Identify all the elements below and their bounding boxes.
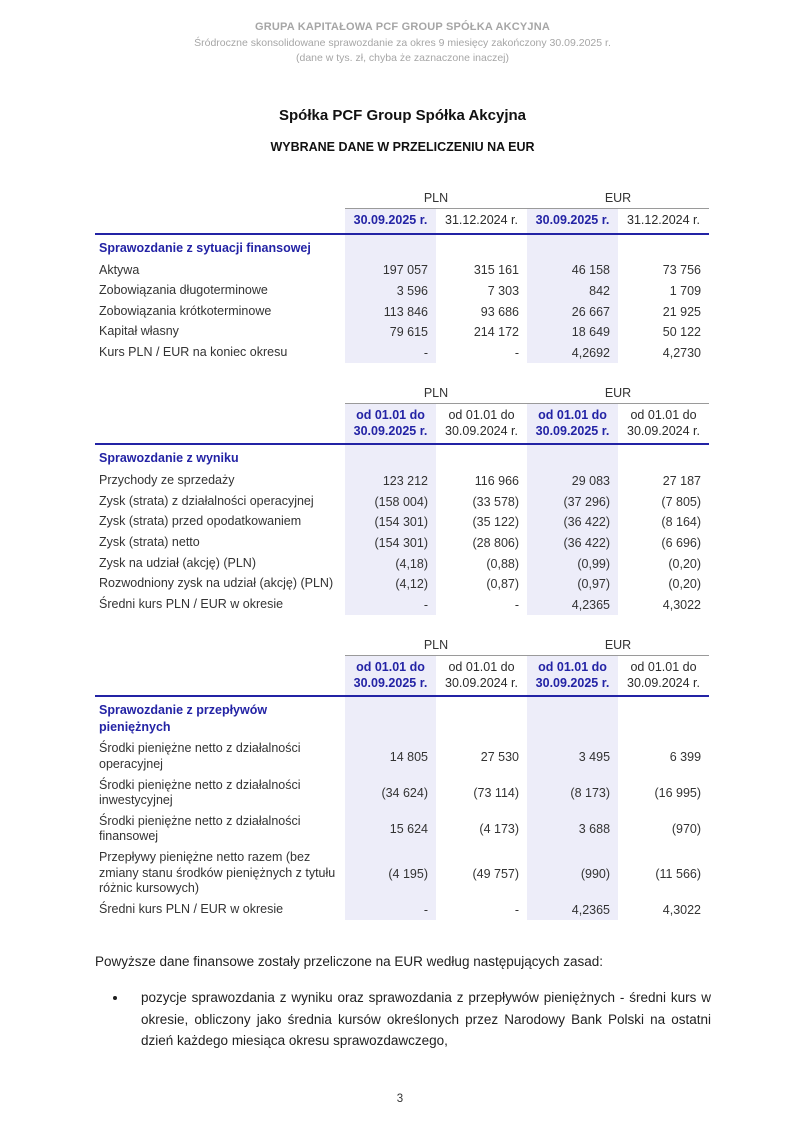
value-cell: 26 667 [527,301,618,322]
table-row [95,533,709,554]
currency-group-label: PLN [345,637,527,656]
notes-intro: Powyższe dane finansowe zostały przeliczone na EUR według następujących zasad: [95,954,604,970]
value-cell: 4,2730 [662,345,702,360]
row-label: Kurs PLN / EUR na koniec okresu [99,345,288,360]
row-label: Zobowiązania długoterminowe [99,283,268,298]
value-cell: 14 805 [345,739,436,775]
table-row [95,848,709,900]
value-cell: 1 709 [669,284,702,298]
row-label: Środki pieniężne netto z działalności inwestycyjnej [99,777,301,808]
period-header-line: 30.09.2025 r. [353,213,428,228]
period-header-line: od 01.01 do [448,660,515,675]
value-cell: (4 173) [479,822,520,837]
value-cell: (0,88) [486,556,520,571]
value-cell: 15 624 [345,811,436,847]
period-header [527,209,618,234]
period-header-row [95,656,709,697]
currency-header-row [95,385,709,404]
value-cell: (0,87) [486,577,520,592]
row-label: Kapitał własny [99,324,179,339]
value-cell: 27 187 [662,474,702,488]
currency-group-label: PLN [345,190,527,209]
page-title: Spółka PCF Group Spółka Akcyjna [278,107,526,125]
notes-list [95,987,711,1052]
value-cell: (8 173) [527,775,618,811]
value-cell: - [345,899,436,920]
section-spacer-cell [527,696,618,739]
doc-header-report-period: Śródroczne skonsolidowane sprawozdanie za okres 9 miesięcy zakończony 30.09.2025 r. [194,36,611,49]
table-row [95,811,709,847]
spacer-cell [95,190,345,209]
period-header-line: od 01.01 do [356,408,425,423]
value-cell: 4,2365 [527,899,618,920]
table-financial-position [95,190,710,363]
period-header-row [95,404,709,445]
period-header-line: od 01.01 do [448,408,515,423]
period-header-line: 30.09.2025 r. [535,423,610,438]
row-label: Średni kurs PLN / EUR w okresie [99,596,284,611]
period-header-line: od 01.01 do [356,660,425,675]
value-cell: 4,3022 [662,902,702,917]
section-title: Sprawozdanie z wyniku [95,444,345,470]
period-header [345,209,436,234]
value-cell: (4 195) [345,848,436,900]
period-header [345,404,436,445]
value-cell: - [514,597,520,612]
section-spacer-cell [618,696,709,739]
value-cell: (0,99) [527,553,618,574]
section-spacer-cell [345,234,436,260]
table-row [95,899,709,920]
value-cell: 4,2365 [527,594,618,615]
notes [95,953,711,1052]
value-cell: (37 296) [527,491,618,512]
fin-table-income-statement [95,385,709,615]
page-number: 3 [396,1093,404,1105]
section-spacer-cell [436,696,527,739]
value-cell: 842 [527,281,618,302]
value-cell: 315 161 [473,263,520,278]
value-cell: (34 624) [345,775,436,811]
value-cell: (0,97) [527,574,618,595]
period-header-line: 31.12.2024 r. [445,213,518,228]
period-header-line: od 01.01 do [538,408,607,423]
spacer-cell [95,637,345,656]
section-header-row [95,696,709,739]
value-cell: 197 057 [345,260,436,281]
note-bullet-item: • pozycje sprawozdania z wyniku oraz sprawozdania z przepływów pieniężnych - średni kurs w okresie, obliczony jako średnia kursów określonych przez Narodowy Bank Polski na ostatni dzień każdego miesiąca okresu sprawozdawczego, [128,987,711,1052]
currency-group-label: PLN [345,385,527,404]
period-header-line: 30.09.2025 r. [535,213,610,228]
row-label: Środki pieniężne netto z działalności operacyjnej [99,741,301,771]
period-header-line: 31.12.2024 r. [627,213,700,228]
spacer-cell [95,404,345,445]
value-cell: 214 172 [473,325,520,340]
value-cell: - [514,902,520,917]
doc-header [95,20,710,65]
period-header [618,209,709,234]
period-header-line: 30.09.2025 r. [353,675,428,690]
period-header [345,656,436,697]
value-cell: 7 303 [487,284,520,298]
value-cell: 73 756 [662,263,702,278]
period-header [436,404,527,445]
row-label: Zysk na udział (akcję) (PLN) [99,555,256,570]
table-row [95,301,709,322]
value-cell: 79 615 [345,322,436,343]
value-cell: (8 164) [661,515,702,530]
section-spacer-cell [527,234,618,260]
table-row [95,775,709,811]
period-header [527,656,618,697]
currency-group-label: EUR [527,190,709,209]
row-label: Średni kurs PLN / EUR w okresie [99,901,284,916]
spacer-cell [95,656,345,697]
table-row [95,471,709,492]
value-cell: 3 495 [527,739,618,775]
currency-header-row [95,637,709,656]
value-cell: (154 301) [345,533,436,554]
period-header-line: 30.09.2024 r. [627,423,700,438]
value-cell: 3 596 [345,281,436,302]
value-cell: (4,12) [345,574,436,595]
value-cell: (0,20) [668,577,702,592]
section-spacer-cell [345,696,436,739]
section-header-row [95,234,709,260]
period-header [618,404,709,445]
value-cell: (7 805) [661,494,702,509]
value-cell: (970) [671,822,702,837]
table-row [95,260,709,281]
period-header [436,209,527,234]
value-cell: (73 114) [473,786,520,801]
section-spacer-cell [345,444,436,470]
tables-container [95,190,710,920]
value-cell: 46 158 [527,260,618,281]
value-cell: (49 757) [472,866,520,881]
value-cell: (35 122) [472,515,520,530]
table-row [95,343,709,364]
value-cell: (16 995) [654,786,702,801]
period-header-line: 30.09.2024 r. [445,423,518,438]
table-row [95,594,709,615]
value-cell: (6 696) [661,535,702,550]
value-cell: (11 566) [655,866,702,881]
value-cell: (33 578) [472,494,520,509]
period-header-line: 30.09.2024 r. [445,675,518,690]
table-income-statement [95,385,710,615]
section-title: Sprawozdanie z sytuacji finansowej [95,234,345,260]
value-cell: (154 301) [345,512,436,533]
value-cell: - [345,594,436,615]
doc-header-company: GRUPA KAPITAŁOWA PCF GROUP SPÓŁKA AKCYJNA [254,21,551,33]
value-cell: (0,20) [668,556,702,571]
section-spacer-cell [618,444,709,470]
value-cell: - [514,345,520,360]
period-header-line: od 01.01 do [630,408,697,423]
value-cell: 93 686 [480,304,520,319]
value-cell: 29 083 [527,471,618,492]
spacer-cell [95,385,345,404]
row-label: Zysk (strata) netto [99,535,200,550]
table-row [95,491,709,512]
value-cell: (36 422) [527,512,618,533]
section-spacer-cell [436,444,527,470]
row-label: Przychody ze sprzedaży [99,473,235,488]
doc-header-units-note: (dane w tys. zł, chyba że zaznaczone inaczej) [295,52,510,65]
spacer-cell [95,209,345,234]
period-header-line: od 01.01 do [630,660,697,675]
currency-header-row [95,190,709,209]
value-cell: - [345,343,436,364]
row-label: Przepływy pieniężne netto razem (bez zmiany stanu środków pieniężnych z tytułu różnic kursowych) [99,850,336,896]
period-header [436,656,527,697]
table-row [95,739,709,775]
value-cell: 18 649 [527,322,618,343]
value-cell: (36 422) [527,533,618,554]
value-cell: (28 806) [472,535,520,550]
table-row [95,281,709,302]
fin-table-financial-position [95,190,709,363]
value-cell: (4,18) [345,553,436,574]
value-cell: 50 122 [662,325,702,340]
table-row [95,553,709,574]
value-cell: 3 688 [527,811,618,847]
section-title: Sprawozdanie z przepływów pieniężnych [95,696,345,739]
period-header [618,656,709,697]
page-subtitle: WYBRANE DANE W PRZELICZENIU NA EUR [270,140,535,155]
section-spacer-cell [436,234,527,260]
table-row [95,512,709,533]
section-spacer-cell [527,444,618,470]
value-cell: 4,3022 [662,597,702,612]
value-cell: (158 004) [345,491,436,512]
section-header-row [95,444,709,470]
row-label: Zysk (strata) przed opodatkowaniem [99,514,302,529]
value-cell: 113 846 [345,301,436,322]
value-cell: 6 399 [669,749,702,764]
value-cell: (990) [527,848,618,900]
table-cash-flows [95,637,710,920]
fin-table-cash-flows [95,637,709,920]
row-label: Aktywa [99,262,140,277]
period-header-line: od 01.01 do [538,660,607,675]
value-cell: 123 212 [345,471,436,492]
period-header-line: 30.09.2025 r. [535,675,610,690]
row-label: Środki pieniężne netto z działalności finansowej [99,813,301,844]
value-cell: 27 530 [480,749,520,764]
table-row [95,322,709,343]
table-row [95,574,709,595]
value-cell: 4,2692 [527,343,618,364]
period-header-line: 30.09.2025 r. [353,423,428,438]
row-label: Zobowiązania krótkoterminowe [99,303,272,318]
value-cell: 116 966 [474,474,520,488]
value-cell: 21 925 [662,304,702,319]
row-label: Zysk (strata) z działalności operacyjnej [99,493,314,508]
row-label: Rozwodniony zysk na udział (akcję) (PLN) [99,576,334,591]
period-header [527,404,618,445]
period-header-row [95,209,709,234]
currency-group-label: EUR [527,637,709,656]
currency-group-label: EUR [527,385,709,404]
section-spacer-cell [618,234,709,260]
period-header-line: 30.09.2024 r. [627,675,700,690]
